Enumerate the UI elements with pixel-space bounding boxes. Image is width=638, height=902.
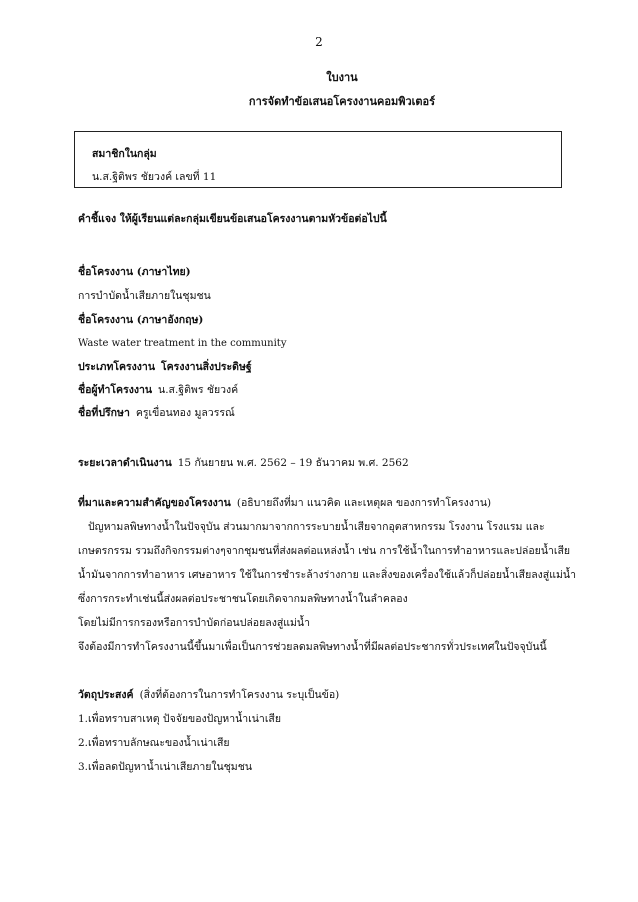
author-value: น.ส.ฐิติพร ชัยวงค์ [158,384,239,396]
background-label: ที่มาและความสำคัญของโครงงาน [78,497,231,509]
project-name-th-label: ชื่อโครงงาน (ภาษาไทย) [78,266,191,278]
page-number: 2 [315,35,323,49]
objective-item: 3.เพื่อลดปัญหาน้ำเน่าเสียภายในชุมชน [78,761,253,773]
objective-item: 1.เพื่อทราบสาเหตุ ปัจจัยของปัญหาน้ำเน่าเสีย [78,713,281,725]
project-type-row [78,361,252,374]
background-line: ปัญหามลพิษทางน้ำในปัจจุบัน ส่วนมากมาจากการระบายน้ำเสียจากอุตสาหกรรม โรงงาน โรงแรม และ [88,521,545,533]
member-heading: สมาชิกในกลุ่ม [92,148,157,160]
objectives-hint: (สิ่งที่ต้องการในการทำโครงงาน ระบุเป็นข้อ) [139,689,340,701]
project-type-value: โครงงานสิ่งประดิษฐ์ [161,361,252,373]
document-title: ใบงาน [326,71,358,84]
background-heading-row [78,497,491,510]
objective-item: 2.เพื่อทราบลักษณะของน้ำเน่าเสีย [78,737,230,749]
background-line: โดยไม่มีการกรองหรือการบำบัดก่อนปล่อยลงสู่แม่น้ำ [78,617,310,629]
instruction: คำชี้แจง ให้ผู้เรียนแต่ละกลุ่มเขียนข้อเสนอโครงงานตามหัวข้อต่อไปนี้ [78,213,387,225]
document-subtitle: การจัดทำข้อเสนอโครงงานคอมพิวเตอร์ [248,95,436,108]
advisor-row [78,407,235,420]
background-line: น้ำมันจากการทำอาหาร เศษอาหาร ใช้ในการชำระล้างร่างกาย และสิ่งของเครื่องใช้แล้วก็ปล่อยน้ำเสียลงสู่แม่น้ำ [78,569,576,581]
author-label: ชื่อผู้ทำโครงงาน [78,384,153,396]
project-name-en-value: Waste water treatment in the community [78,338,287,349]
author-row [78,384,238,397]
advisor-label: ชื่อที่ปรึกษา [78,407,130,419]
duration-value: 15 กันยายน พ.ศ. 2562 – 19 ธันวาคม พ.ศ. 2562 [177,457,409,469]
background-line: จึงต้องมีการทำโครงงานนี้ขึ้นมาเพื่อเป็นการช่วยลดมลพิษทางน้ำที่มีผลต่อประชากรทั่วประเทศในปัจจุบันนี้ [78,641,547,653]
advisor-value: ครูเขื่อนทอง มูลวรรณ์ [135,407,235,419]
objectives-heading-row [78,689,339,702]
project-type-label: ประเภทโครงงาน [78,361,156,373]
background-line: เกษตรกรรม รวมถึงกิจกรรมต่างๆจากชุมชนที่ส่งผลต่อแหล่งน้ำ เช่น การใช้น้ำในการทำอาหารและปล่อยน้ำเสีย [78,545,571,557]
member-name: น.ส.ฐิติพร ชัยวงค์ เลขที่ 11 [92,171,217,183]
duration-row [78,457,409,470]
duration-label: ระยะเวลาดำเนินงาน [78,457,172,469]
project-name-th-value: การบำบัดน้ำเสียภายในชุมชน [78,290,211,302]
project-name-en-label: ชื่อโครงงาน (ภาษาอังกฤษ) [78,314,204,326]
background-line: ซึ่งการกระทำเช่นนี้ส่งผลต่อประชาชนโดยเกิดจากมลพิษทางน้ำในลำคลอง [78,593,408,605]
objectives-label: วัตถุประสงค์ [78,689,134,701]
background-hint: (อธิบายถึงที่มา แนวคิด และเหตุผล ของการทำโครงงาน) [236,497,492,509]
